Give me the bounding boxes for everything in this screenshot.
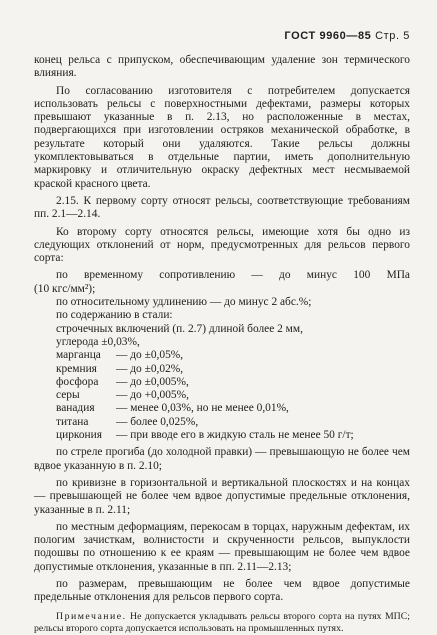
element-value: — до +0,005%, (116, 389, 189, 402)
item-local-deformations: по местным деформациям, перекосам в торцах, наружным дефектам, их пологим зачисткам, волнистости и скрученности рельсов, выпуклости подошвы по отношению к ее краям — превышающим не более чем вдвое допустимые отклонения, указанные в пп. 2.11—2.13; (34, 520, 410, 573)
element-value: — менее 0,03%, но не менее 0,01%, (116, 402, 289, 415)
element-name: фосфора (56, 375, 99, 388)
standard-number: ГОСТ 9960—85 (284, 30, 372, 42)
paragraph-first-grade: 2.15. К первому сорту относят рельсы, соответствующие требованиям пп. 2.1—2.14. (34, 194, 410, 221)
item-dimensions: по размерам, превышающим не более чем вдвое допустимые предельные отклонения для рельсов первого сорта. (34, 577, 410, 604)
paragraph-agreement: По согласованию изготовителя с потребителем допускается использовать рельсы с поверхностными дефектами, размеры которых превышают указанные в п. 2.13, но расположенные в местах, подвергающихся при изготовлении остряков механической обработке, в результате который они удаляются. Такие рельсы должны укомплектовываться в отдельные партии, иметь дополнительную маркировку и отличительную окраску дефектных мест несмываемой краской красного цвета. (34, 84, 410, 190)
element-name: марганца (56, 349, 101, 362)
item-bend: по стреле прогиба (до холодной правки) — превышающую не более чем вдвое указанную в п. 2.10; (34, 446, 410, 472)
item-elongation: по относительному удлинению — до минус 2 абс.%; (56, 296, 312, 309)
item-strength: по временному сопротивлению — до минус 100 МПа (56, 269, 410, 282)
element-value: — более 0,025%, (116, 415, 199, 428)
page-number: Стр. 5 (375, 30, 410, 42)
item-strength-cont: (10 кгс/мм²); (34, 282, 96, 295)
item-steel-content: по содержанию в стали: (56, 309, 173, 322)
item-curvature: по кривизне в горизонтальной и вертикальной плоскостях и на концах — превышающей не более чем вдвое допустимые предельные отклонения, указанные в п. 2.11; (34, 476, 410, 516)
page-body (34, 54, 410, 635)
paragraph-continuation: конец рельса с припуском, обеспечивающим удаление зон термического влияния. (34, 54, 410, 80)
item-inclusions: строчечных включений (п. 2.7) длиной более 2 мм, (56, 322, 303, 335)
element-list (34, 349, 410, 442)
paragraph-second-grade: Ко второму сорту относятся рельсы, имеющие хотя бы одно из следующих отклонений от норм, предусмотренных для рельсов первого сорта: (34, 225, 410, 265)
element-name: титана (56, 415, 89, 428)
note-label: Примечание. (56, 610, 127, 622)
element-name: серы (56, 389, 80, 402)
item-carbon: углерода ±0,03%, (56, 335, 140, 348)
element-name: ванадия (56, 402, 95, 415)
element-value: — до ±0,05%, (116, 349, 184, 362)
element-value: — до ±0,005%, (116, 375, 189, 388)
element-value: — при вводе его в жидкую сталь не менее 50 г/т; (116, 429, 354, 442)
element-name: кремния (56, 362, 97, 375)
element-name: циркония (56, 429, 102, 442)
element-value: — до ±0,02%, (116, 362, 184, 375)
page-header (284, 30, 410, 42)
note-text: Не допускается укладывать рельсы второго сорта на путях МПС; рельсы второго сорта допускается использовать на промышленных путях. (34, 610, 410, 634)
